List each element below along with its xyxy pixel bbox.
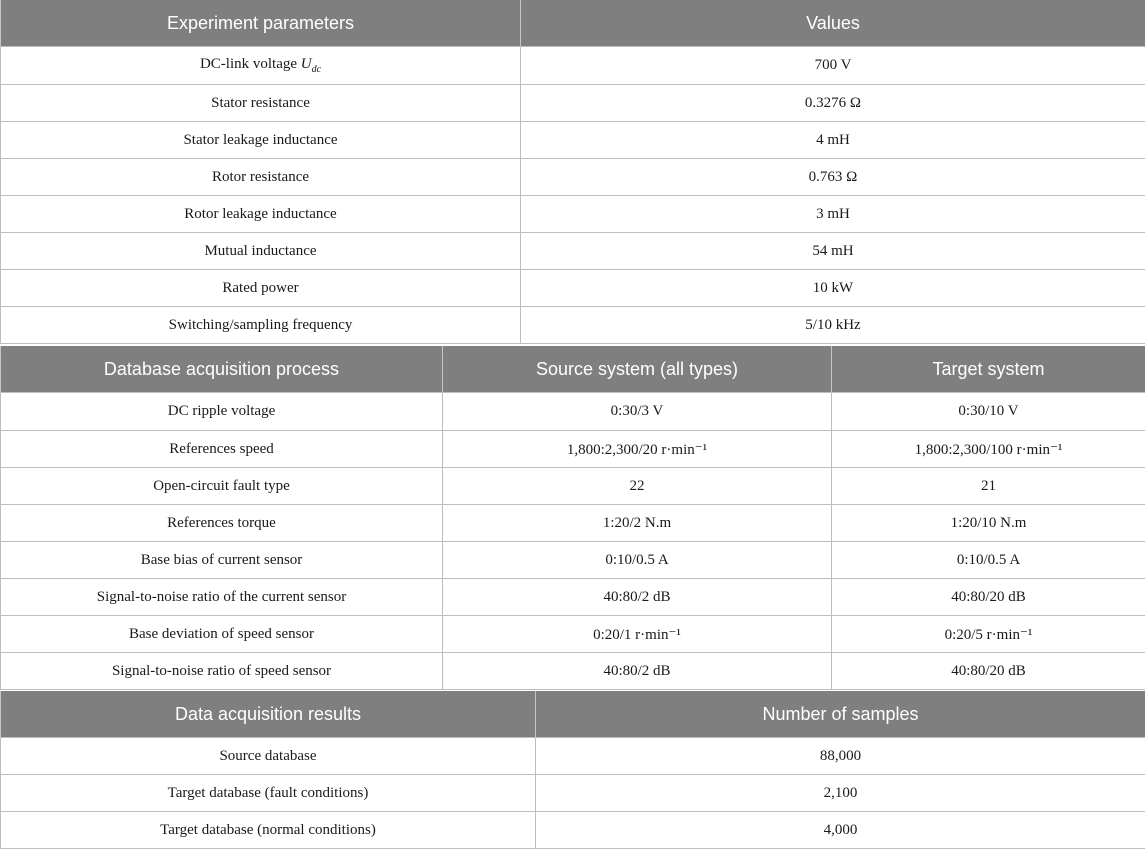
parameter-cell: Base bias of current sensor [1,542,443,579]
column-header: Database acquisition process [1,346,443,393]
value-cell: 4 mH [521,122,1145,159]
table-row [1,542,1145,579]
value-cell: 0.3276 Ω [521,85,1145,122]
table-row [1,616,1145,653]
column-header: Source system (all types) [443,346,832,393]
experiment-parameters-section [0,0,1145,344]
column-header: Number of samples [536,691,1145,738]
table-row [1,159,1145,196]
table-row [1,812,1145,849]
table-row [1,653,1145,690]
target-value-cell: 21 [832,468,1145,505]
column-header: Experiment parameters [1,0,521,47]
header-row [1,346,1145,393]
target-value-cell: 0:30/10 V [832,393,1145,431]
parameter-cell: Mutual inductance [1,233,521,270]
target-value-cell: 40:80/20 dB [832,579,1145,616]
parameter-cell: References speed [1,431,443,468]
source-value-cell: 0:20/1 r·min⁻¹ [443,616,832,653]
source-value-cell: 1:20/2 N.m [443,505,832,542]
value-cell: 10 kW [521,270,1145,307]
parameter-cell: Rated power [1,270,521,307]
value-cell: 4,000 [536,812,1145,849]
parameter-cell: Rotor leakage inductance [1,196,521,233]
source-value-cell: 0:10/0.5 A [443,542,832,579]
header-row [1,0,1145,47]
table-row [1,307,1145,344]
experiment-parameters-table [0,0,1145,344]
table-row [1,579,1145,616]
table-row [1,505,1145,542]
parameter-cell: Target database (normal conditions) [1,812,536,849]
table-row [1,85,1145,122]
target-value-cell: 40:80/20 dB [832,653,1145,690]
table-row [1,431,1145,468]
parameter-label: DC-link voltage [199,56,301,72]
target-value-cell: 0:10/0.5 A [832,542,1145,579]
source-value-cell: 0:30/3 V [443,393,832,431]
column-header: Target system [832,346,1145,393]
value-cell: 5/10 kHz [521,307,1145,344]
source-value-cell: 40:80/2 dB [443,579,832,616]
value-cell: 2,100 [536,775,1145,812]
parameter-cell: Signal-to-noise ratio of the current sensor [1,579,443,616]
table-row [1,122,1145,159]
parameter-subscript: dc [311,64,322,75]
source-value-cell: 1,800:2,300/20 r·min⁻¹ [443,431,832,468]
database-acquisition-section [0,346,1145,690]
header-row [1,691,1145,738]
value-cell: 54 mH [521,233,1145,270]
parameter-cell: References torque [1,505,443,542]
table-row [1,393,1145,431]
table-row [1,47,1145,85]
parameter-cell: Signal-to-noise ratio of speed sensor [1,653,443,690]
column-header: Values [521,0,1145,47]
table-row [1,738,1145,775]
source-value-cell: 22 [443,468,832,505]
source-value-cell: 40:80/2 dB [443,653,832,690]
parameter-cell: Target database (fault conditions) [1,775,536,812]
table-row [1,468,1145,505]
parameter-variable: U [300,56,312,72]
target-value-cell: 0:20/5 r·min⁻¹ [832,616,1145,653]
parameter-cell [1,47,521,85]
table-row [1,233,1145,270]
parameter-cell: Stator leakage inductance [1,122,521,159]
target-value-cell: 1:20/10 N.m [832,505,1145,542]
data-acquisition-results-section [0,691,1145,849]
parameter-cell: Open-circuit fault type [1,468,443,505]
column-header: Data acquisition results [1,691,536,738]
parameter-cell: Switching/sampling frequency [1,307,521,344]
value-cell: 88,000 [536,738,1145,775]
value-cell: 3 mH [521,196,1145,233]
parameter-cell: Rotor resistance [1,159,521,196]
table-row [1,270,1145,307]
data-acquisition-results-table [0,691,1145,849]
parameter-cell: Stator resistance [1,85,521,122]
table-row [1,196,1145,233]
target-value-cell: 1,800:2,300/100 r·min⁻¹ [832,431,1145,468]
parameter-cell: Base deviation of speed sensor [1,616,443,653]
database-acquisition-table [0,346,1145,690]
parameter-cell: Source database [1,738,536,775]
parameter-cell: DC ripple voltage [1,393,443,431]
value-cell: 0.763 Ω [521,159,1145,196]
value-cell: 700 V [521,47,1145,85]
table-row [1,775,1145,812]
